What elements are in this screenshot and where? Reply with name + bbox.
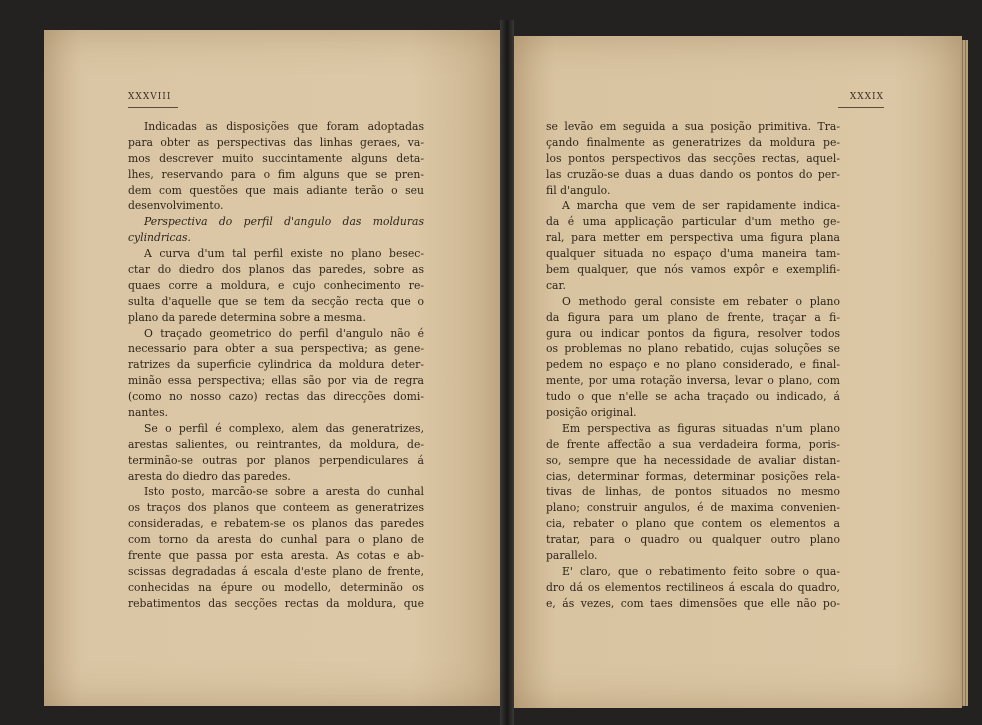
text-line: Indicadas as disposições que foram adoptadas <box>144 120 424 133</box>
text-line: cylindricas. <box>128 231 191 245</box>
text-line: Se o perfil é complexo, alem das generatrizes, <box>144 421 424 435</box>
text-line: os problemas no plano rebatido, cujas soluções se <box>546 342 840 356</box>
text-line: cias, determinar formas, determinar posições rela- <box>546 469 840 483</box>
text-line: os traços dos planos que conteem as generatrizes <box>128 501 424 515</box>
text-line: plano; construir angulos, é de maxima convenien- <box>546 501 840 515</box>
text-line: posição original. <box>546 406 637 420</box>
text-line: dem com questões que mais adiante terão o seu <box>128 183 424 197</box>
text-line: parallelo. <box>546 549 598 563</box>
text-line: so, sempre que ha necessidade de avaliar distan- <box>546 453 840 467</box>
text-line: quaes corre a moldura, e cujo conhecimento re- <box>128 278 424 292</box>
text-line: ratrizes da superficie cylindrica da moldura deter- <box>128 358 424 372</box>
left-page-number: XXXVIII <box>128 92 172 102</box>
right-text-column <box>546 119 840 612</box>
text-line: cia, rebater o plano que contem os elementos a <box>546 517 840 531</box>
text-line: aresta do diedro das paredes. <box>128 469 291 483</box>
text-line: dro dá os elementos rectilineos á escala do quadro, <box>546 580 840 594</box>
text-line: desenvolvimento. <box>128 199 224 213</box>
text-line: fil d'angulo. <box>546 183 611 197</box>
text-line: gura ou indicar pontos da figura, resolver todos <box>546 326 840 340</box>
text-line: car. <box>546 278 566 292</box>
text-line: scissas degradadas á escala d'este plano de frente, <box>128 564 424 578</box>
text-line: A curva d'um tal perfil existe no plano besec- <box>144 247 424 261</box>
text-line: arestas salientes, ou reintrantes, da moldura, de- <box>128 437 424 451</box>
text-line: Perspectiva do perfil d'angulo das molduras <box>144 215 424 229</box>
text-line: qualquer situada no espaço d'uma maneira tam- <box>546 247 840 261</box>
text-line: plano da parede determina sobre a mesma. <box>128 310 366 324</box>
text-line: conhecidas na épure ou modello, determinão os <box>128 580 424 594</box>
left-header-rule <box>128 107 178 108</box>
text-line: A marcha que vem de ser rapidamente indica- <box>562 199 840 213</box>
text-line: ctar do diedro dos planos das paredes, sobre as <box>128 263 424 277</box>
text-line: nantes. <box>128 406 169 420</box>
text-line: da figura para um plano de frente, traçar a fi- <box>546 310 840 324</box>
text-line: e, ás vezes, com taes dimensões que elle não po- <box>546 596 840 610</box>
text-line: ral, para metter em perspectiva uma figura plana <box>546 231 840 245</box>
text-line: los pontos perspectivos das secções rectas, aquel- <box>546 151 840 165</box>
right-page-number: XXXIX <box>849 92 884 102</box>
text-line: Em perspectiva as figuras situadas n'um plano <box>562 421 840 435</box>
text-line: de frente affectão a sua verdadeira forma, poris- <box>546 437 840 451</box>
text-line: O methodo geral consiste em rebater o plano <box>562 294 840 308</box>
text-line: las cruzão-se duas a duas dando os pontos do per- <box>546 167 840 181</box>
text-line: Isto posto, marcão-se sobre a aresta do cunhal <box>144 485 424 499</box>
text-line: frente que passa por esta aresta. As cotas e ab- <box>128 549 424 563</box>
text-line: tudo o que n'elle se acha traçado ou indicado, á <box>546 390 840 404</box>
text-line: sulta d'aquelle que se tem da secção recta que o <box>128 294 424 308</box>
text-line: (como no nosso cazo) rectas das direcções domi- <box>128 390 424 404</box>
text-line: O traçado geometrico do perfil d'angulo não é <box>144 326 424 340</box>
text-line: tivas de linhas, de pontos situados no mesmo <box>546 485 840 499</box>
right-header-rule <box>838 107 884 108</box>
text-line: çando finalmente as generatrizes da moldura pe- <box>546 135 840 149</box>
text-line: bem qualquer, que nós vamos expôr e exemplifi- <box>546 263 840 277</box>
text-line: consideradas, e rebatem-se os planos das paredes <box>128 517 424 531</box>
book-gutter <box>500 20 514 725</box>
text-line: lhes, reservando para o fim alguns que se pren- <box>128 167 424 181</box>
text-line: tratar, para o quadro ou qualquer outro plano <box>546 533 840 547</box>
text-line: para obter as perspectivas das linhas geraes, va- <box>128 135 424 149</box>
text-line: com torno da aresta do cunhal para o plano de <box>128 533 424 547</box>
text-line: se levão em seguida a sua posição primitiva. Tra- <box>546 120 840 133</box>
text-line: terminão-se outras por planos perpendiculares á <box>128 453 424 467</box>
text-line: mente, por uma rotação inversa, levar o plano, com <box>546 374 840 388</box>
text-line: da é uma applicação particular d'um metho ge- <box>546 215 840 229</box>
text-line: mos descrever muito succintamente alguns deta- <box>128 151 424 165</box>
page-edges <box>960 40 968 706</box>
left-text-column <box>128 119 424 612</box>
text-line: rebatimentos das secções rectas da moldura, que <box>128 596 424 610</box>
text-line: minão essa perspectiva; ellas são por via de regra <box>128 374 424 388</box>
text-line: pedem no espaço e no plano considerado, e final- <box>546 358 840 372</box>
text-line: necessario para obter a sua perspectiva; as gene- <box>128 342 424 356</box>
text-line: E' claro, que o rebatimento feito sobre o qua- <box>562 564 840 578</box>
